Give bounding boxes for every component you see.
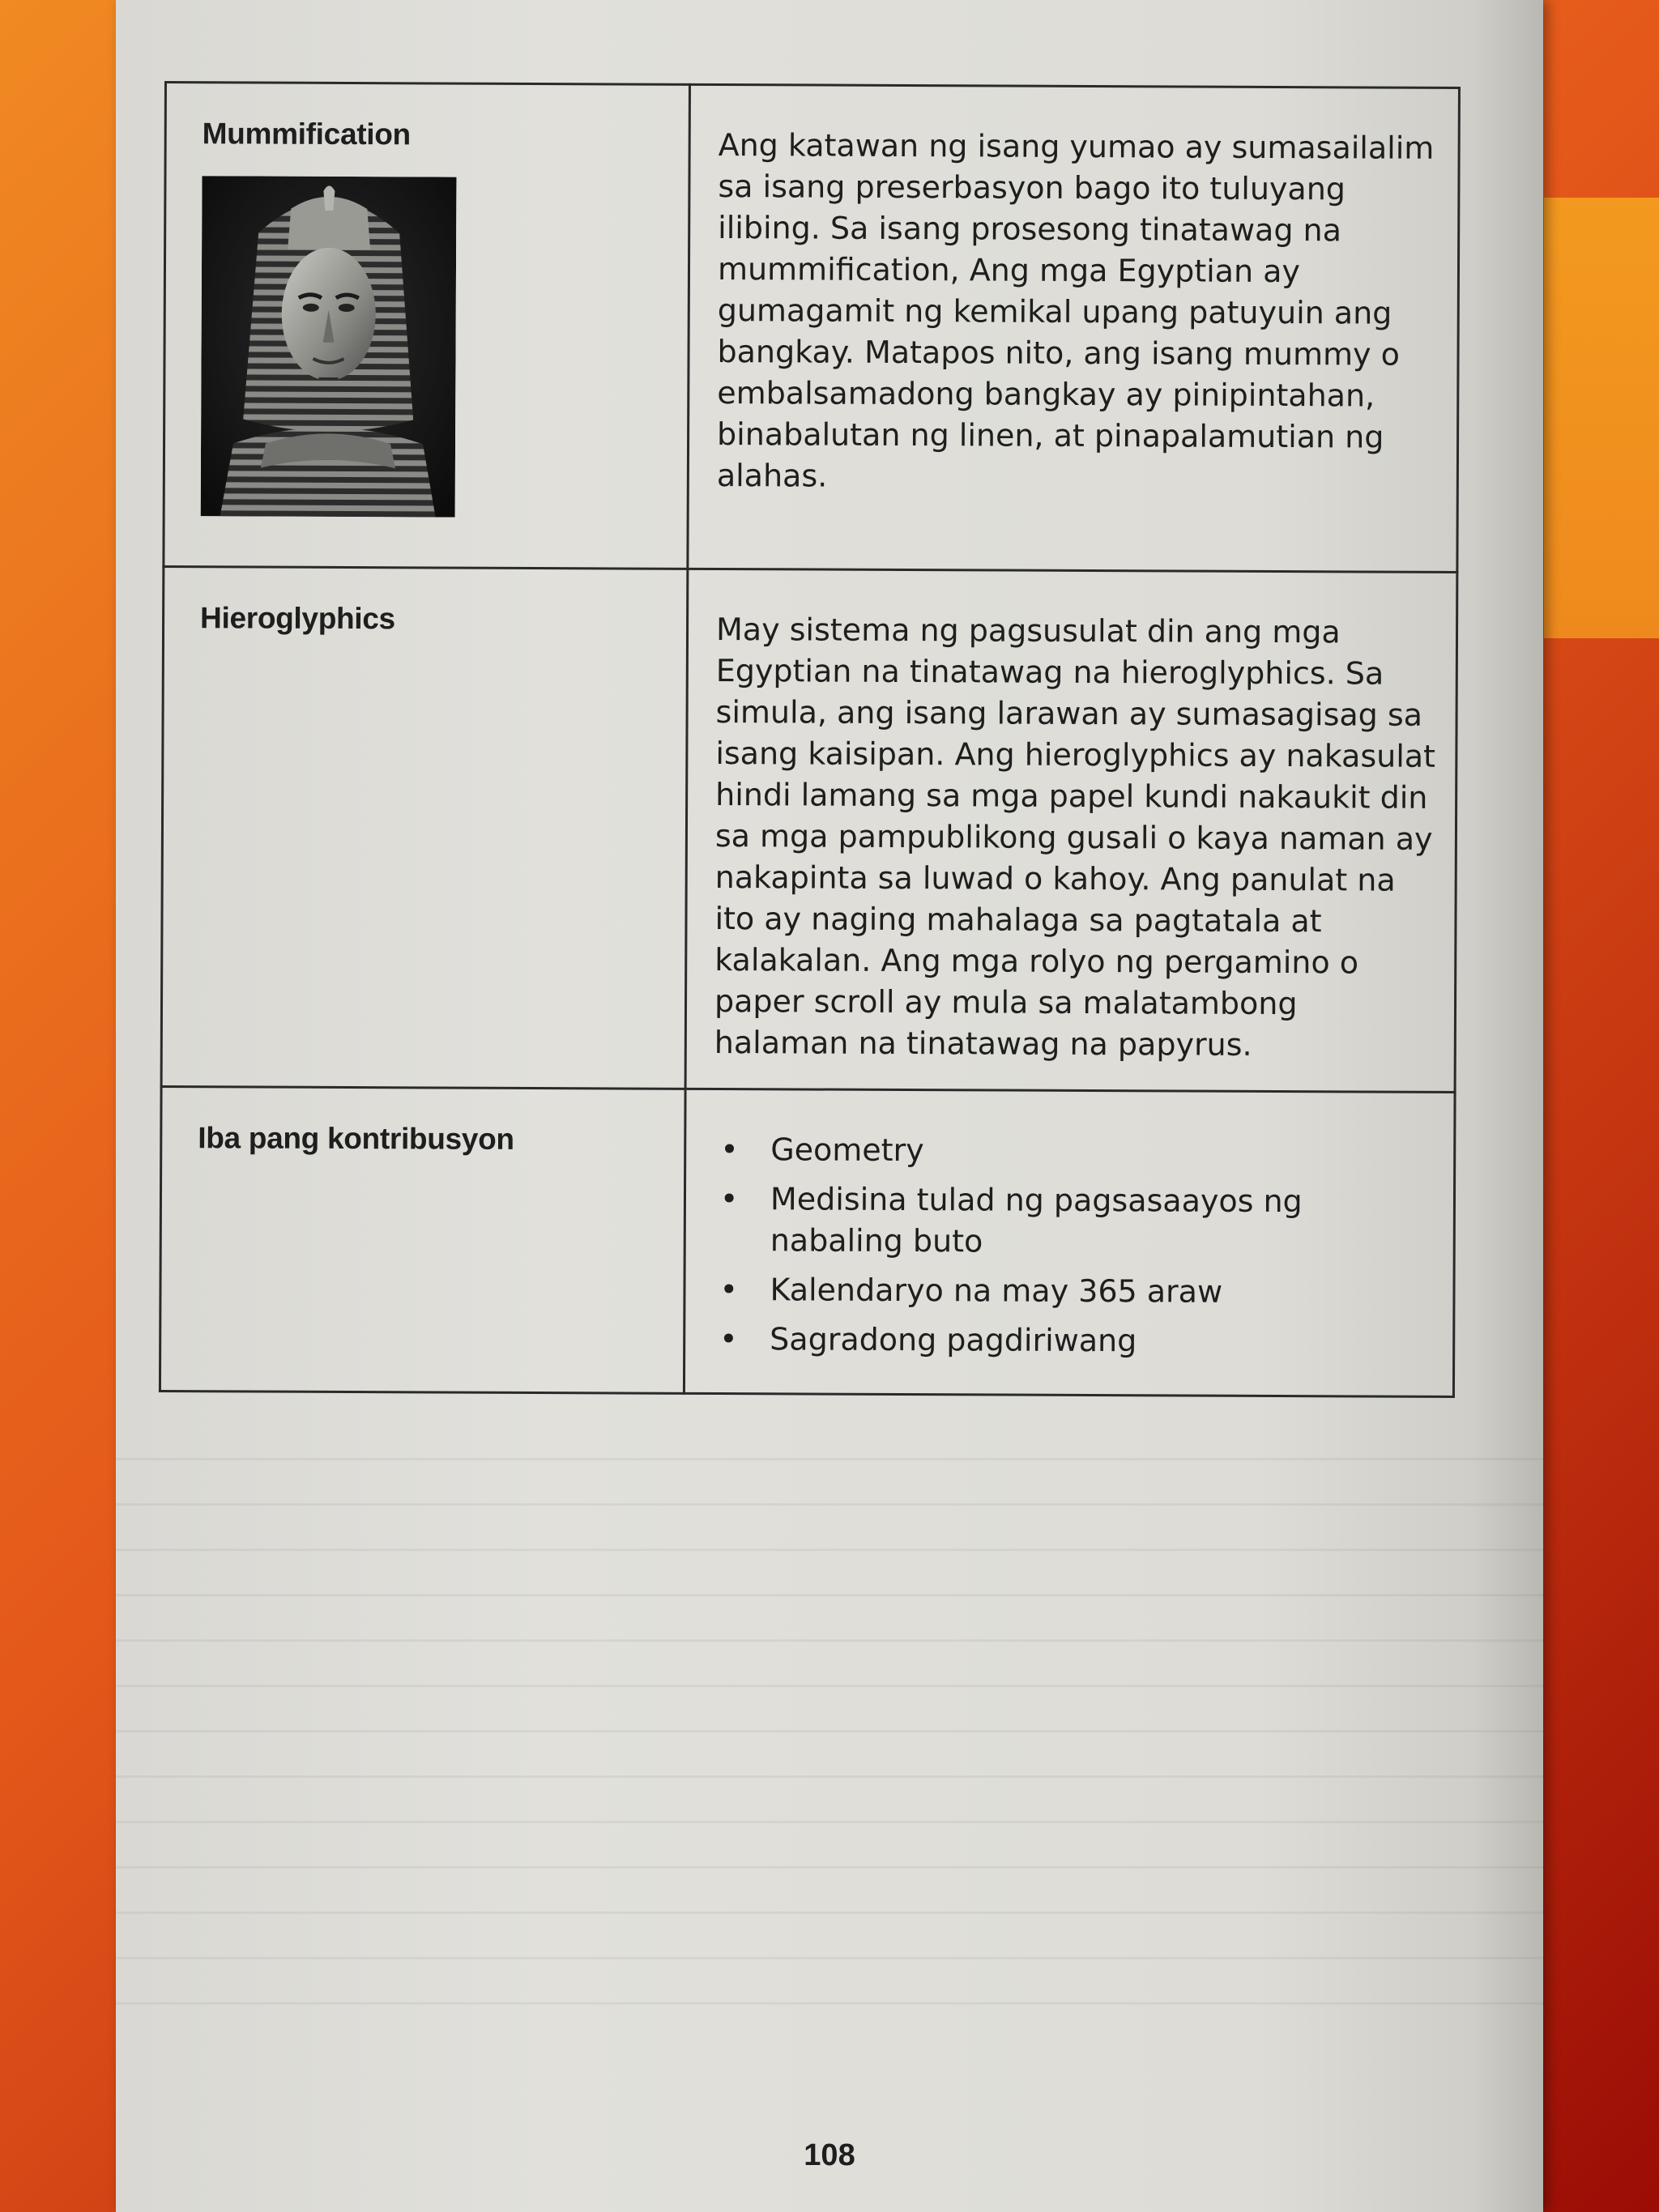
row-content-cell [684, 1089, 1455, 1396]
row-label: Iba pang kontribusyon [198, 1121, 514, 1156]
bullet-icon: • [719, 1181, 739, 1217]
table-row [164, 83, 1460, 573]
bullet-icon: • [719, 1272, 739, 1308]
list-item [714, 1178, 1434, 1264]
contributions-table [159, 81, 1461, 1398]
contributions-list [713, 1129, 1434, 1363]
row-label-cell [164, 83, 690, 569]
tutankhamun-mask-photo [201, 176, 457, 517]
list-item-text: Medisina tulad ng pagsasaayos ng nabaling buto [770, 1181, 1303, 1259]
page-number: 108 [804, 2138, 855, 2172]
bleed-through-texture [116, 1458, 1543, 2025]
row-content-cell: May sistema ng pagsusulat din ang mga Egyptian na tinatawag na hieroglyphics. Sa simula, ang isang larawan ay sumasagisag sa isang kaisipan. Ang hieroglyphics ay nakasulat hindi lamang sa mga papel kundi nakaukit din sa mga pampublikong gusali o kaya naman ay nakapinta sa luwad o kahoy. Ang panulat na ito ay naging mahalaga sa pagtatala at kalakalan. Ang mga rolyo ng pergamino o paper scroll ay mula sa malatambong halaman na tinatawag na papyrus. [685, 569, 1457, 1092]
list-item [714, 1129, 1434, 1174]
list-item-text: Geometry [770, 1132, 924, 1169]
list-item [713, 1319, 1433, 1363]
bullet-icon: • [719, 1321, 738, 1357]
row-label-cell [161, 567, 688, 1089]
row-label: Mummification [202, 117, 411, 151]
table-row [161, 567, 1457, 1093]
list-item [713, 1269, 1433, 1314]
row-label: Hieroglyphics [200, 601, 395, 636]
bullet-icon: • [720, 1132, 739, 1168]
table-row [160, 1086, 1455, 1396]
list-item-text: Kalendaryo na may 365 araw [770, 1272, 1223, 1310]
side-tab-decoration [1544, 198, 1659, 638]
list-item-text: Sagradong pagdiriwang [770, 1321, 1137, 1359]
row-label-cell [160, 1086, 685, 1393]
row-content-cell: Ang katawan ng isang yumao ay sumasailalim sa isang preserbasyon bago ito tuluyang ilibing. Sa isang prosesong tinatawag na mummification, Ang mga Egyptian ay gumagamit ng kemikal upang patuyuin ang bangkay. Matapos nito, ang isang mummy o embalsamadong bangkay ay pinipintahan, binabalutan ng linen, at pinapalamutian ng alahas. [688, 84, 1460, 572]
